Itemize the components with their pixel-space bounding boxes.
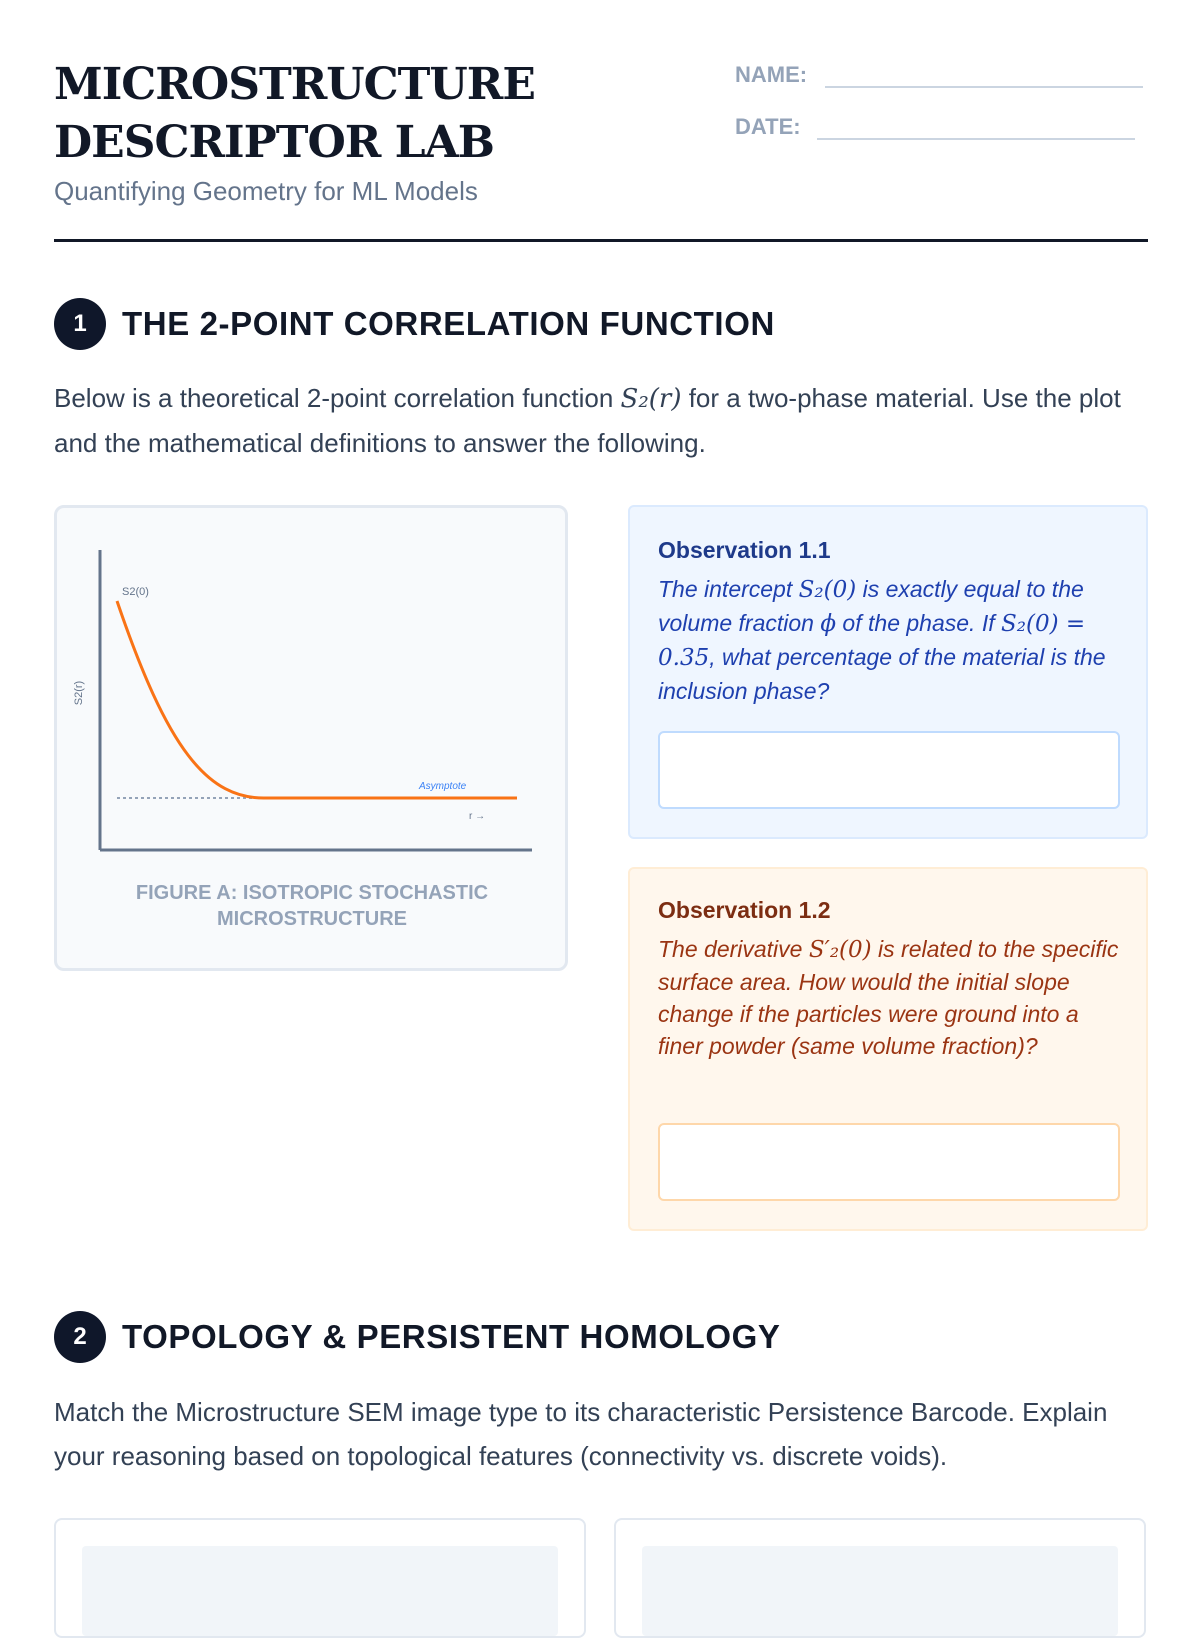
sem-image-card-2 bbox=[614, 1518, 1146, 1638]
date-input-line[interactable] bbox=[817, 112, 1135, 140]
asymptote-label: Asymptote bbox=[419, 781, 467, 792]
section-1-number-badge: 1 bbox=[54, 298, 106, 350]
obs1-math-s20: S₂(0) bbox=[798, 577, 857, 603]
obs1-math-equation: S₂(0) = 0.35 bbox=[658, 611, 1086, 671]
observation-1-1-card bbox=[628, 505, 1148, 839]
obs2-math-derivative: S′₂(0) bbox=[808, 937, 872, 963]
intro-math-s2r: S₂(r) bbox=[620, 384, 682, 414]
date-label: DATE: bbox=[735, 114, 801, 139]
name-field bbox=[735, 60, 1143, 88]
sem-image-card-1 bbox=[54, 1518, 586, 1638]
section-2-intro: Match the Microstructure SEM image type to its characteristic Persistence Barcode. Explain your reasoning based on topological features (connectivity vs. discrete voids). bbox=[54, 1397, 1108, 1471]
obs2-text-part: is related to the specific surface area. How would the initial slope change if the particles were ground into a finer powder (same volume fraction)? bbox=[658, 936, 1119, 1059]
obs1-text-part: , what percentage of the material is the inclusion phase? bbox=[658, 644, 1106, 704]
obs1-text-part: of the phase. If bbox=[836, 610, 1001, 636]
section-2-number-badge: 2 bbox=[54, 1311, 106, 1363]
section-1-title: THE 2-POINT CORRELATION FUNCTION bbox=[122, 305, 775, 342]
intro-text-a: Below is a theoretical 2-point correlation function bbox=[54, 383, 621, 413]
observation-1-2-card bbox=[628, 867, 1148, 1231]
title-line-1: MICROSTRUCTURE bbox=[54, 59, 535, 110]
page-title bbox=[54, 56, 535, 172]
observation-1-2-answer-box[interactable] bbox=[658, 1123, 1120, 1201]
observation-1-2-title: Observation 1.2 bbox=[658, 897, 831, 923]
intro-text-b: for a two-phase material. Use the plot and the mathematical definitions to answer the following. bbox=[54, 383, 1121, 458]
header-divider bbox=[54, 239, 1148, 242]
observation-1-1-text bbox=[658, 573, 1128, 708]
figure-caption: FIGURE A: ISOTROPIC STOCHASTIC MICROSTRUCTURE bbox=[135, 882, 489, 930]
observation-1-1-title: Observation 1.1 bbox=[658, 537, 831, 563]
observation-1-1-answer-box[interactable] bbox=[658, 731, 1120, 809]
section-1-heading bbox=[54, 298, 775, 350]
s2-curve bbox=[117, 601, 517, 798]
sem-image-placeholder-2 bbox=[642, 1546, 1118, 1636]
name-label: NAME: bbox=[735, 62, 808, 87]
obs1-math-phi: ϕ bbox=[820, 611, 837, 637]
section-2-heading bbox=[54, 1311, 781, 1363]
sem-image-placeholder-1 bbox=[82, 1546, 558, 1636]
y-axis-label: S2(r) bbox=[73, 680, 85, 706]
page-subtitle: Quantifying Geometry for ML Models bbox=[54, 176, 478, 206]
x-axis-arrow-label: r → bbox=[469, 811, 486, 822]
observation-1-2-text bbox=[658, 933, 1128, 1062]
title-line-2: DESCRIPTOR LAB bbox=[54, 117, 494, 168]
obs1-text-part: is exactly equal to the volume fraction bbox=[658, 576, 1084, 636]
obs1-text-part: The intercept bbox=[658, 576, 799, 602]
date-field bbox=[735, 112, 1135, 140]
figure-a-card bbox=[54, 505, 568, 971]
obs2-text-part: The derivative bbox=[658, 936, 809, 962]
name-input-line[interactable] bbox=[825, 60, 1143, 88]
section-1-intro bbox=[54, 376, 1154, 465]
section-2-title: TOPOLOGY & PERSISTENT HOMOLOGY bbox=[122, 1318, 781, 1355]
intercept-label: S2(0) bbox=[122, 586, 149, 598]
